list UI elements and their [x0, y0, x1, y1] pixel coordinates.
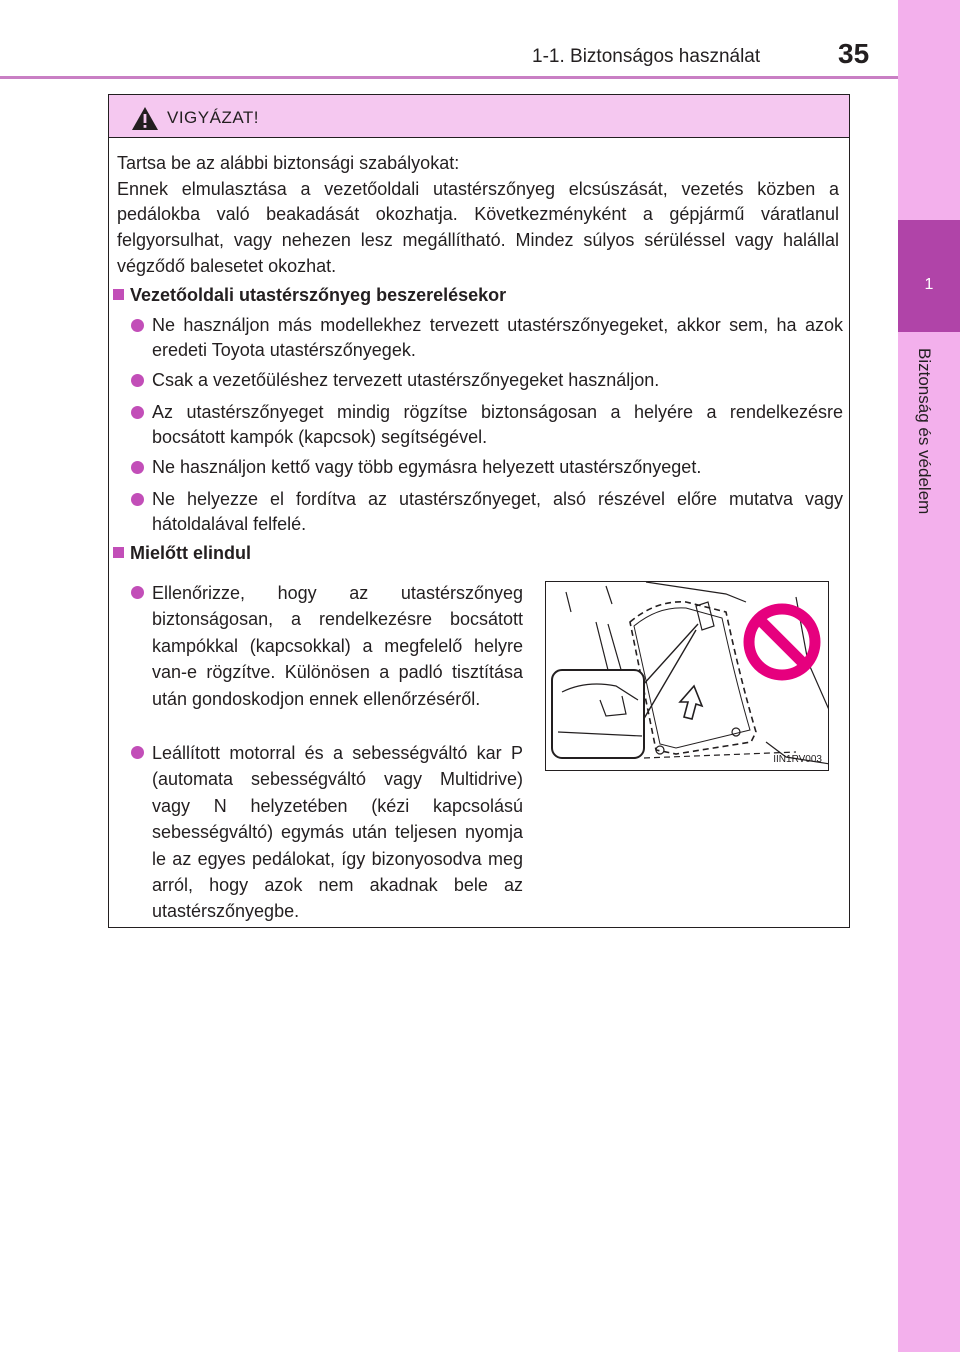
warning-triangle-icon	[131, 106, 159, 131]
square-bullet-icon	[113, 289, 124, 300]
list-item: Ne használjon más modellekhez tervezett utastérszőnyegeket, akkor sem, ha azok eredeti Toyota utastérszőnyegek.	[131, 313, 843, 363]
caution-intro	[117, 151, 839, 280]
caution-box	[108, 94, 850, 928]
header-divider	[0, 76, 898, 79]
round-bullet-icon	[131, 461, 144, 474]
round-bullet-icon	[131, 406, 144, 419]
section-heading-installation: Vezetőoldali utastérszőnyeg beszerelésekor	[113, 285, 506, 306]
section-title: 1-1. Biztonságos használat	[532, 46, 761, 67]
list-item: Csak a vezetőüléshez tervezett utastérszőnyegeket használjon.	[131, 368, 843, 393]
list-item: Az utastérszőnyeget mindig rögzítse biztonságosan a helyére a rendelkezésre bocsátott kampók (kapcsok) segítségével.	[131, 400, 843, 450]
round-bullet-icon	[131, 374, 144, 387]
round-bullet-icon	[131, 746, 144, 759]
chapter-title: Biztonság és védelem	[915, 348, 934, 515]
round-bullet-icon	[131, 319, 144, 332]
round-bullet-icon	[131, 586, 144, 599]
round-bullet-icon	[131, 493, 144, 506]
page-number: 35	[838, 38, 870, 69]
floor-mat-drawing	[546, 582, 829, 771]
caution-header	[109, 95, 849, 138]
list-item: Ne helyezze el fordítva az utastérszőnyeget, alsó részével előre mutatva vagy hátoldalával felfelé.	[131, 487, 843, 537]
floor-mat-illustration	[545, 581, 829, 771]
square-bullet-icon	[113, 547, 124, 558]
intro-line: Tartsa be az alábbi biztonsági szabályokat:	[117, 153, 460, 173]
list-item: Ne használjon kettő vagy több egymásra helyezett utastérszőnyeget.	[131, 455, 843, 480]
caution-label: VIGYÁZAT!	[167, 108, 260, 127]
illustration-code: IIN1RV003	[773, 754, 822, 765]
section-heading-before-driving: Mielőtt elindul	[113, 543, 251, 564]
list-item: Leállított motorral és a sebességváltó kar P (automata sebességváltó vagy Multidrive) vagy N helyzetében (kézi kapcsolású sebességváltó) egymás után teljesen nyomja le az egyes pedálokat, így bizonyosodva meg arról, hogy azok nem akadnak bele az utastérszőnyegbe.	[131, 740, 523, 925]
chapter-number: 1	[924, 276, 934, 293]
intro-body: Ennek elmulasztása a vezetőoldali utastérszőnyeg elcsúszását, vezetés közben a pedálokba való beakadását okozhatja. Következményként a gépjármű váratlanul felgyorsulhat, vagy nehezen lesz megállítható. Mindez súlyos sérüléssel vagy halállal végződő balesetet okozhat.	[117, 178, 839, 276]
prohibited-sign-icon	[749, 609, 815, 675]
list-item: Ellenőrizze, hogy az utastérszőnyeg biztonságosan, a rendelkezésre bocsátott kampókkal (kapcsokkal) a megfelelő helyre van-e rögzítve. Különösen a padló tisztítása után gondoskodjon ennek ellenőrzéséről.	[131, 580, 523, 712]
side-tab-strip	[898, 0, 960, 1352]
